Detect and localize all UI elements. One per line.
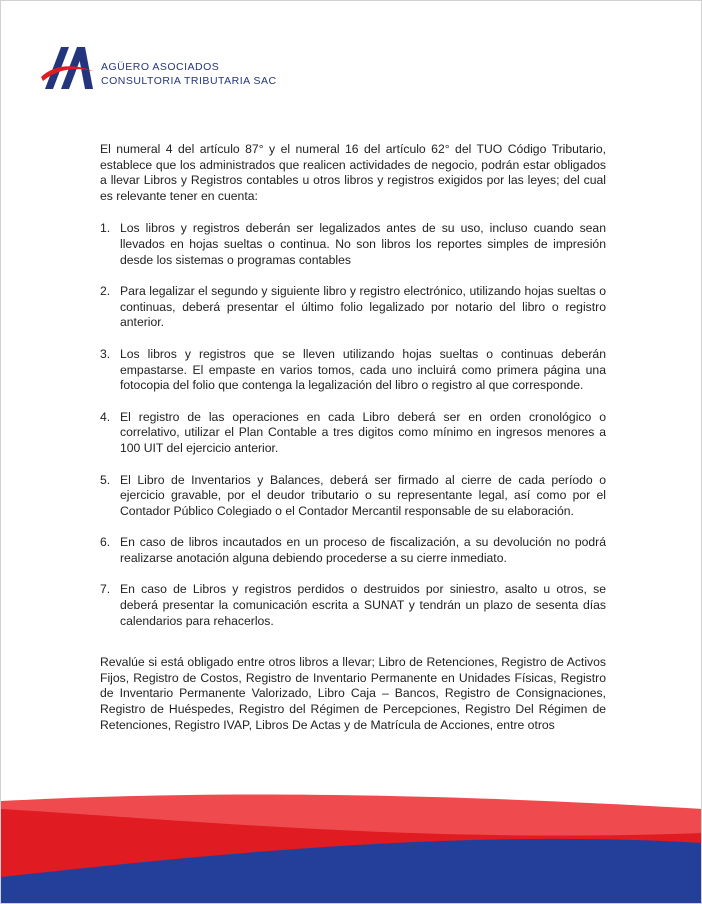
list-item xyxy=(100,284,606,331)
closing-paragraph: Revalúe si está obligado entre otros libros a llevar; Libro de Retenciones, Registro de Activos Fijos, Registro de Costos, Registro de Inventario Permanente en Unidades Físicas, Registro de Inventario Permanente Valorizado, Libro Caja – Bancos, Registro de Consignaciones, Registro de Huéspedes, Registro del Régimen de Percepciones, Registro Del Régimen de Retenciones, Registro IVAP, Libros De Actas y de Matrícula de Acciones, entre otros xyxy=(100,655,606,732)
list-item-text: Para legalizar el segundo y siguiente libro y registro electrónico, utilizando hojas sueltas o continuas, deberá presentar el último folio legalizado por notario del libro o registro anterior. xyxy=(120,284,606,330)
list-item-text: Los libros y registros que se lleven utilizando hojas sueltas o continuas deberán empastarse. El empaste en varios tomos, cada uno incluirá como primera página una fotocopia del folio que contenga la legalización del libro o registro al que corresponde. xyxy=(120,346,606,393)
list-item xyxy=(100,582,606,629)
list-item-text: Los libros y registros deberán ser legalizados antes de su uso, incluso cuando sean llevados en hojas sueltas o continua. No son libros los reportes simples de impresión desde los sistemas o programas contables xyxy=(120,221,606,267)
document-body xyxy=(100,142,606,733)
list-item xyxy=(100,347,606,394)
list-item-number: 2. xyxy=(100,284,111,299)
list-item xyxy=(100,473,606,520)
requirements-list xyxy=(100,221,606,629)
list-item xyxy=(100,410,606,457)
company-name xyxy=(101,60,277,88)
list-item-text: En caso de libros incautados en un proceso de fiscalización, a su devolución no podrá realizarse anotación alguna debiendo procederse a su cierre inmediato. xyxy=(120,535,606,565)
intro-paragraph: El numeral 4 del artículo 87° y el numeral 16 del artículo 62° del TUO Código Tributario, establece que los administrados que realicen actividades de negocio, podrán estar obligados a llevar Libros y Registros contables u otros libros y registros exigidos por las leyes; del cual es relevante tener en cuenta: xyxy=(100,142,606,203)
list-item-number: 3. xyxy=(100,346,111,361)
list-item-text: El Libro de Inventarios y Balances, deberá ser firmado al cierre de cada período o ejercicio gravable, por el deudor tributario o su representante legal, así como por el Contador Público Colegiado o el Contador Mercantil responsable de su elaboración. xyxy=(120,472,606,518)
list-item-number: 6. xyxy=(100,535,111,550)
company-name-line1: AGÜERO ASOCIADOS xyxy=(101,61,220,73)
list-item xyxy=(100,535,606,566)
footer-wave-decoration xyxy=(1,781,702,904)
list-item-number: 1. xyxy=(100,221,111,236)
list-item-number: 5. xyxy=(100,472,111,487)
company-logo-icon xyxy=(39,43,95,93)
list-item xyxy=(100,221,606,268)
list-item-text: En caso de Libros y registros perdidos o destruidos por siniestro, asalto u otros, se deberá presentar la comunicación escrita a SUNAT y tendrán un plazo de sesenta días calendarios para rehacerlos. xyxy=(120,582,606,628)
list-item-number: 4. xyxy=(100,409,111,424)
list-item-number: 7. xyxy=(100,582,111,597)
list-item-text: El registro de las operaciones en cada Libro deberá ser en orden cronológico o correlativo, utilizar el Plan Contable a tres digitos como mínimo en ingresos menores a 100 UIT del ejercicio anterior. xyxy=(120,409,606,455)
company-name-line2: CONSULTORIA TRIBUTARIA SAC xyxy=(101,75,277,87)
